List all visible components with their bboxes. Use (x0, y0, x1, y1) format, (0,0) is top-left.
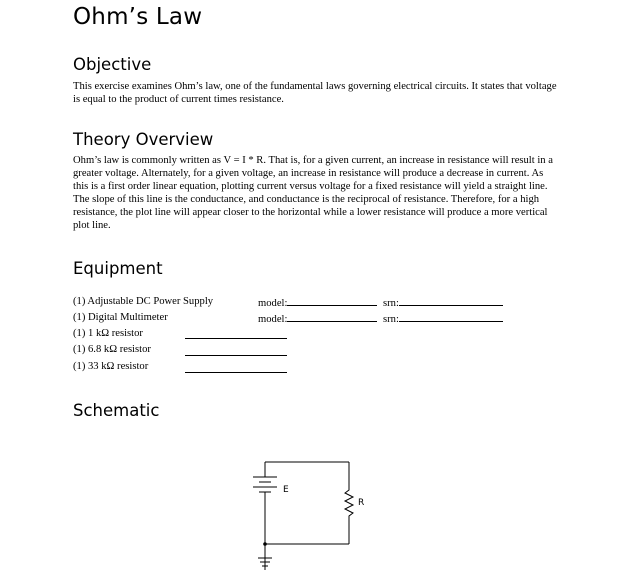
objective-text: This exercise examines Ohm’s law, one of the fundamental laws governing electrical circuits. It states that voltage is equal to the product of current times resistance. (73, 81, 557, 106)
serial-field[interactable] (383, 310, 503, 328)
equipment-item-label: (1) 1 kΩ resistor (73, 328, 143, 339)
resistor-label: R (358, 498, 365, 508)
page-title: Ohm’s Law (73, 4, 203, 30)
junction-dot (263, 542, 267, 546)
equipment-item-label: (1) 33 kΩ resistor (73, 361, 149, 372)
serial-label: srn: (383, 298, 399, 309)
model-blank[interactable] (287, 310, 377, 322)
theory-heading: Theory Overview (73, 130, 214, 149)
equipment-item-label: (1) 6.8 kΩ resistor (73, 344, 151, 355)
resistor-value-blank[interactable] (185, 355, 287, 356)
equipment-item-label: (1) Digital Multimeter (73, 312, 168, 323)
equipment-item-label: (1) Adjustable DC Power Supply (73, 296, 214, 307)
resistor-value-blank[interactable] (185, 338, 287, 339)
model-field[interactable] (258, 310, 377, 328)
resistor-value-blank[interactable] (185, 372, 287, 373)
resistor-zigzag (345, 487, 353, 519)
model-label: model: (258, 298, 288, 309)
equipment-heading: Equipment (73, 259, 163, 278)
model-blank[interactable] (287, 294, 377, 306)
serial-label: srn: (383, 314, 399, 325)
theory-text: Ohm’s law is commonly written as V = I * R. That is, for a given current, an increase in resistance will result in a greater voltage. Alternately, for a given voltage, an increase in resistance will produce a decrease in current. As this is a first order linear equation, plotting current versus voltage for a fixed resistance will yield a straight line. The slope of this line is the conductance, and conductance is the reciprocal of resistance. Therefore, for a high resistance, the plot line will appear closer to the horizontal while a lower resistance will produce a more vertical plot line. (73, 155, 553, 232)
schematic-heading: Schematic (73, 401, 160, 420)
circuit-schematic (240, 452, 380, 576)
serial-blank[interactable] (399, 310, 503, 322)
model-label: model: (258, 314, 288, 325)
objective-heading: Objective (73, 55, 152, 74)
source-label: E (283, 485, 289, 495)
serial-blank[interactable] (399, 294, 503, 306)
